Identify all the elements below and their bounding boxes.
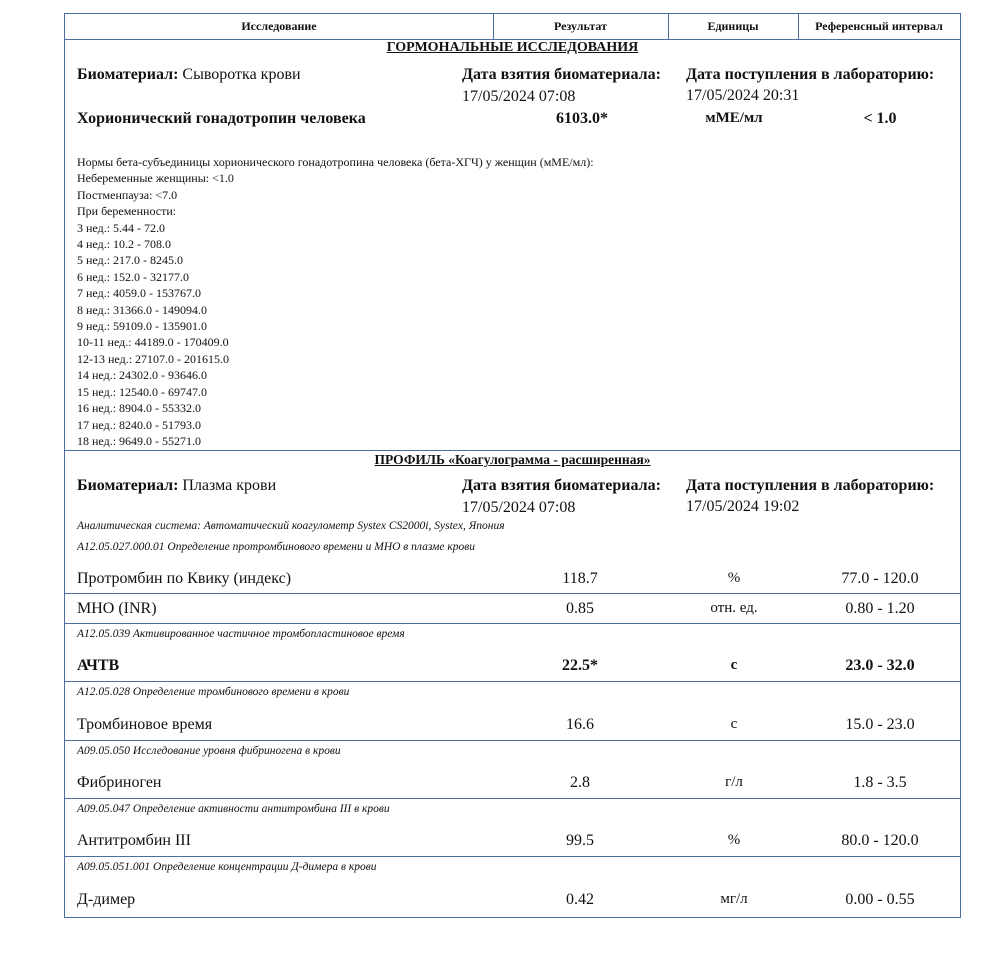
norm-line: 5 нед.: 217.0 - 8245.0 bbox=[77, 253, 184, 268]
row-value: 16.6 bbox=[566, 716, 594, 733]
row-value: 0.42 bbox=[566, 891, 594, 908]
table-row bbox=[65, 651, 960, 680]
header-units: Единицы bbox=[668, 14, 799, 39]
row-units: % bbox=[727, 832, 741, 848]
row-name: Тромбиновое время bbox=[77, 716, 213, 733]
row-divider bbox=[65, 623, 960, 624]
row-reference: 0.80 - 1.20 bbox=[845, 600, 915, 617]
row-value: 118.7 bbox=[562, 570, 598, 587]
row-reference: 77.0 - 120.0 bbox=[841, 570, 919, 587]
coag-collected-value: 17/05/2024 07:08 bbox=[462, 499, 576, 516]
hcg-test-reference: < 1.0 bbox=[863, 110, 897, 127]
row-units: с bbox=[730, 657, 738, 673]
header-test: Исследование bbox=[65, 14, 494, 39]
header-reference: Референсный интервал bbox=[815, 19, 943, 33]
row-divider bbox=[65, 740, 960, 741]
norm-line: Небеременные женщины: <1.0 bbox=[77, 171, 234, 186]
table-row bbox=[65, 710, 960, 739]
hormones-received-value: 17/05/2024 20:31 bbox=[686, 87, 800, 104]
caption-thrombin: A12.05.028 Определение тромбинового времени в крови bbox=[77, 686, 350, 698]
row-name: Антитромбин III bbox=[77, 832, 191, 849]
caption-aptt: A12.05.039 Активированное частичное тромбопластиновое время bbox=[77, 628, 405, 640]
row-name: Д-димер bbox=[77, 891, 136, 908]
row-reference: 15.0 - 23.0 bbox=[845, 716, 915, 733]
norm-line: 12-13 нед.: 27107.0 - 201615.0 bbox=[77, 351, 230, 366]
biomaterial-value: Сыворотка крови bbox=[182, 66, 301, 83]
coag-received-label: Дата поступления в лабораторию: bbox=[686, 477, 935, 494]
row-units: с bbox=[730, 716, 738, 732]
row-value: 22.5* bbox=[562, 657, 598, 674]
hormones-received-label: Дата поступления в лабораторию: bbox=[686, 66, 935, 83]
hormones-collected-value: 17/05/2024 07:08 bbox=[462, 88, 576, 105]
norm-line: Постменпауза: <7.0 bbox=[77, 187, 178, 202]
biomaterial-value: Плазма крови bbox=[182, 477, 277, 494]
coag-biomaterial bbox=[77, 477, 276, 495]
row-reference: 23.0 - 32.0 bbox=[845, 657, 915, 674]
row-value: 2.8 bbox=[570, 774, 590, 791]
row-name: АЧТВ bbox=[77, 657, 120, 674]
row-reference: 80.0 - 120.0 bbox=[841, 832, 919, 849]
norm-line: Нормы бета-субъединицы хорионического гонадотропина человека (бета-ХГЧ) у женщин (мМЕ/мл): bbox=[77, 155, 594, 169]
norm-line: 7 нед.: 4059.0 - 153767.0 bbox=[77, 286, 202, 301]
row-divider bbox=[65, 856, 960, 857]
row-units: мг/л bbox=[720, 891, 748, 907]
table-row bbox=[65, 768, 960, 797]
table-header bbox=[65, 14, 960, 40]
lab-report bbox=[64, 13, 961, 918]
norm-line: 18 нед.: 9649.0 - 55271.0 bbox=[77, 433, 202, 448]
hcg-test-value: 6103.0* bbox=[556, 110, 608, 127]
hormones-biomaterial bbox=[77, 66, 301, 84]
hcg-test-name: Хорионический гонадотропин человека bbox=[77, 110, 366, 127]
caption-d-dimer: A09.05.051.001 Определение концентрации Д-димера в крови bbox=[77, 861, 377, 873]
norm-line: 14 нед.: 24302.0 - 93646.0 bbox=[77, 368, 208, 383]
row-reference: 0.00 - 0.55 bbox=[845, 891, 915, 908]
norm-line: При беременности: bbox=[77, 204, 177, 219]
analytic-system-note: Аналитическая система: Автоматический коагулометр Systex CS2000i, Systex, Япония bbox=[77, 520, 505, 532]
norm-line: 9 нед.: 59109.0 - 135901.0 bbox=[77, 319, 208, 334]
biomaterial-label: Биоматериал: bbox=[77, 477, 179, 494]
table-row bbox=[65, 826, 960, 855]
hcg-norms bbox=[77, 154, 594, 449]
row-name: Фибриноген bbox=[77, 774, 162, 791]
norm-line: 16 нед.: 8904.0 - 55332.0 bbox=[77, 401, 202, 416]
row-units: % bbox=[727, 570, 741, 586]
row-name: Протромбин по Квику (индекс) bbox=[77, 570, 292, 587]
coag-section-title: ПРОФИЛЬ «Коагулограмма - расширенная» bbox=[374, 452, 651, 467]
row-reference: 1.8 - 3.5 bbox=[853, 774, 907, 791]
caption-prothrombin: A12.05.027.000.01 Определение протромбинового времени и МНО в плазме крови bbox=[77, 541, 475, 553]
table-row bbox=[65, 594, 960, 623]
norm-line: 6 нед.: 152.0 - 32177.0 bbox=[77, 269, 190, 284]
norm-line: 17 нед.: 8240.0 - 51793.0 bbox=[77, 417, 202, 432]
row-name: МНО (INR) bbox=[77, 600, 157, 617]
coag-collected-label: Дата взятия биоматериала: bbox=[462, 477, 661, 494]
hormones-collected-label: Дата взятия биоматериала: bbox=[462, 66, 661, 83]
row-value: 0.85 bbox=[566, 600, 594, 617]
header-result: Результат bbox=[493, 14, 669, 39]
norm-line: 4 нед.: 10.2 - 708.0 bbox=[77, 237, 172, 252]
caption-antithrombin: A09.05.047 Определение активности антитромбина III в крови bbox=[77, 803, 390, 815]
section-divider bbox=[65, 450, 960, 451]
row-units: отн. ед. bbox=[710, 600, 758, 616]
norm-line: 3 нед.: 5.44 - 72.0 bbox=[77, 220, 166, 235]
coag-received-value: 17/05/2024 19:02 bbox=[686, 498, 800, 515]
norm-line: 15 нед.: 12540.0 - 69747.0 bbox=[77, 384, 208, 399]
biomaterial-label: Биоматериал: bbox=[77, 66, 179, 83]
row-value: 99.5 bbox=[566, 832, 594, 849]
row-divider bbox=[65, 798, 960, 799]
hcg-test-units: мМЕ/мл bbox=[705, 110, 763, 126]
caption-fibrinogen: A09.05.050 Исследование уровня фибриногена в крови bbox=[77, 745, 341, 757]
table-row bbox=[65, 564, 960, 593]
row-divider bbox=[65, 681, 960, 682]
row-units: г/л bbox=[725, 774, 743, 790]
norm-line: 10-11 нед.: 44189.0 - 170409.0 bbox=[77, 335, 229, 350]
table-row bbox=[65, 885, 960, 914]
hormones-section-title: ГОРМОНАЛЬНЫЕ ИССЛЕДОВАНИЯ bbox=[386, 40, 639, 55]
norm-line: 8 нед.: 31366.0 - 149094.0 bbox=[77, 302, 208, 317]
